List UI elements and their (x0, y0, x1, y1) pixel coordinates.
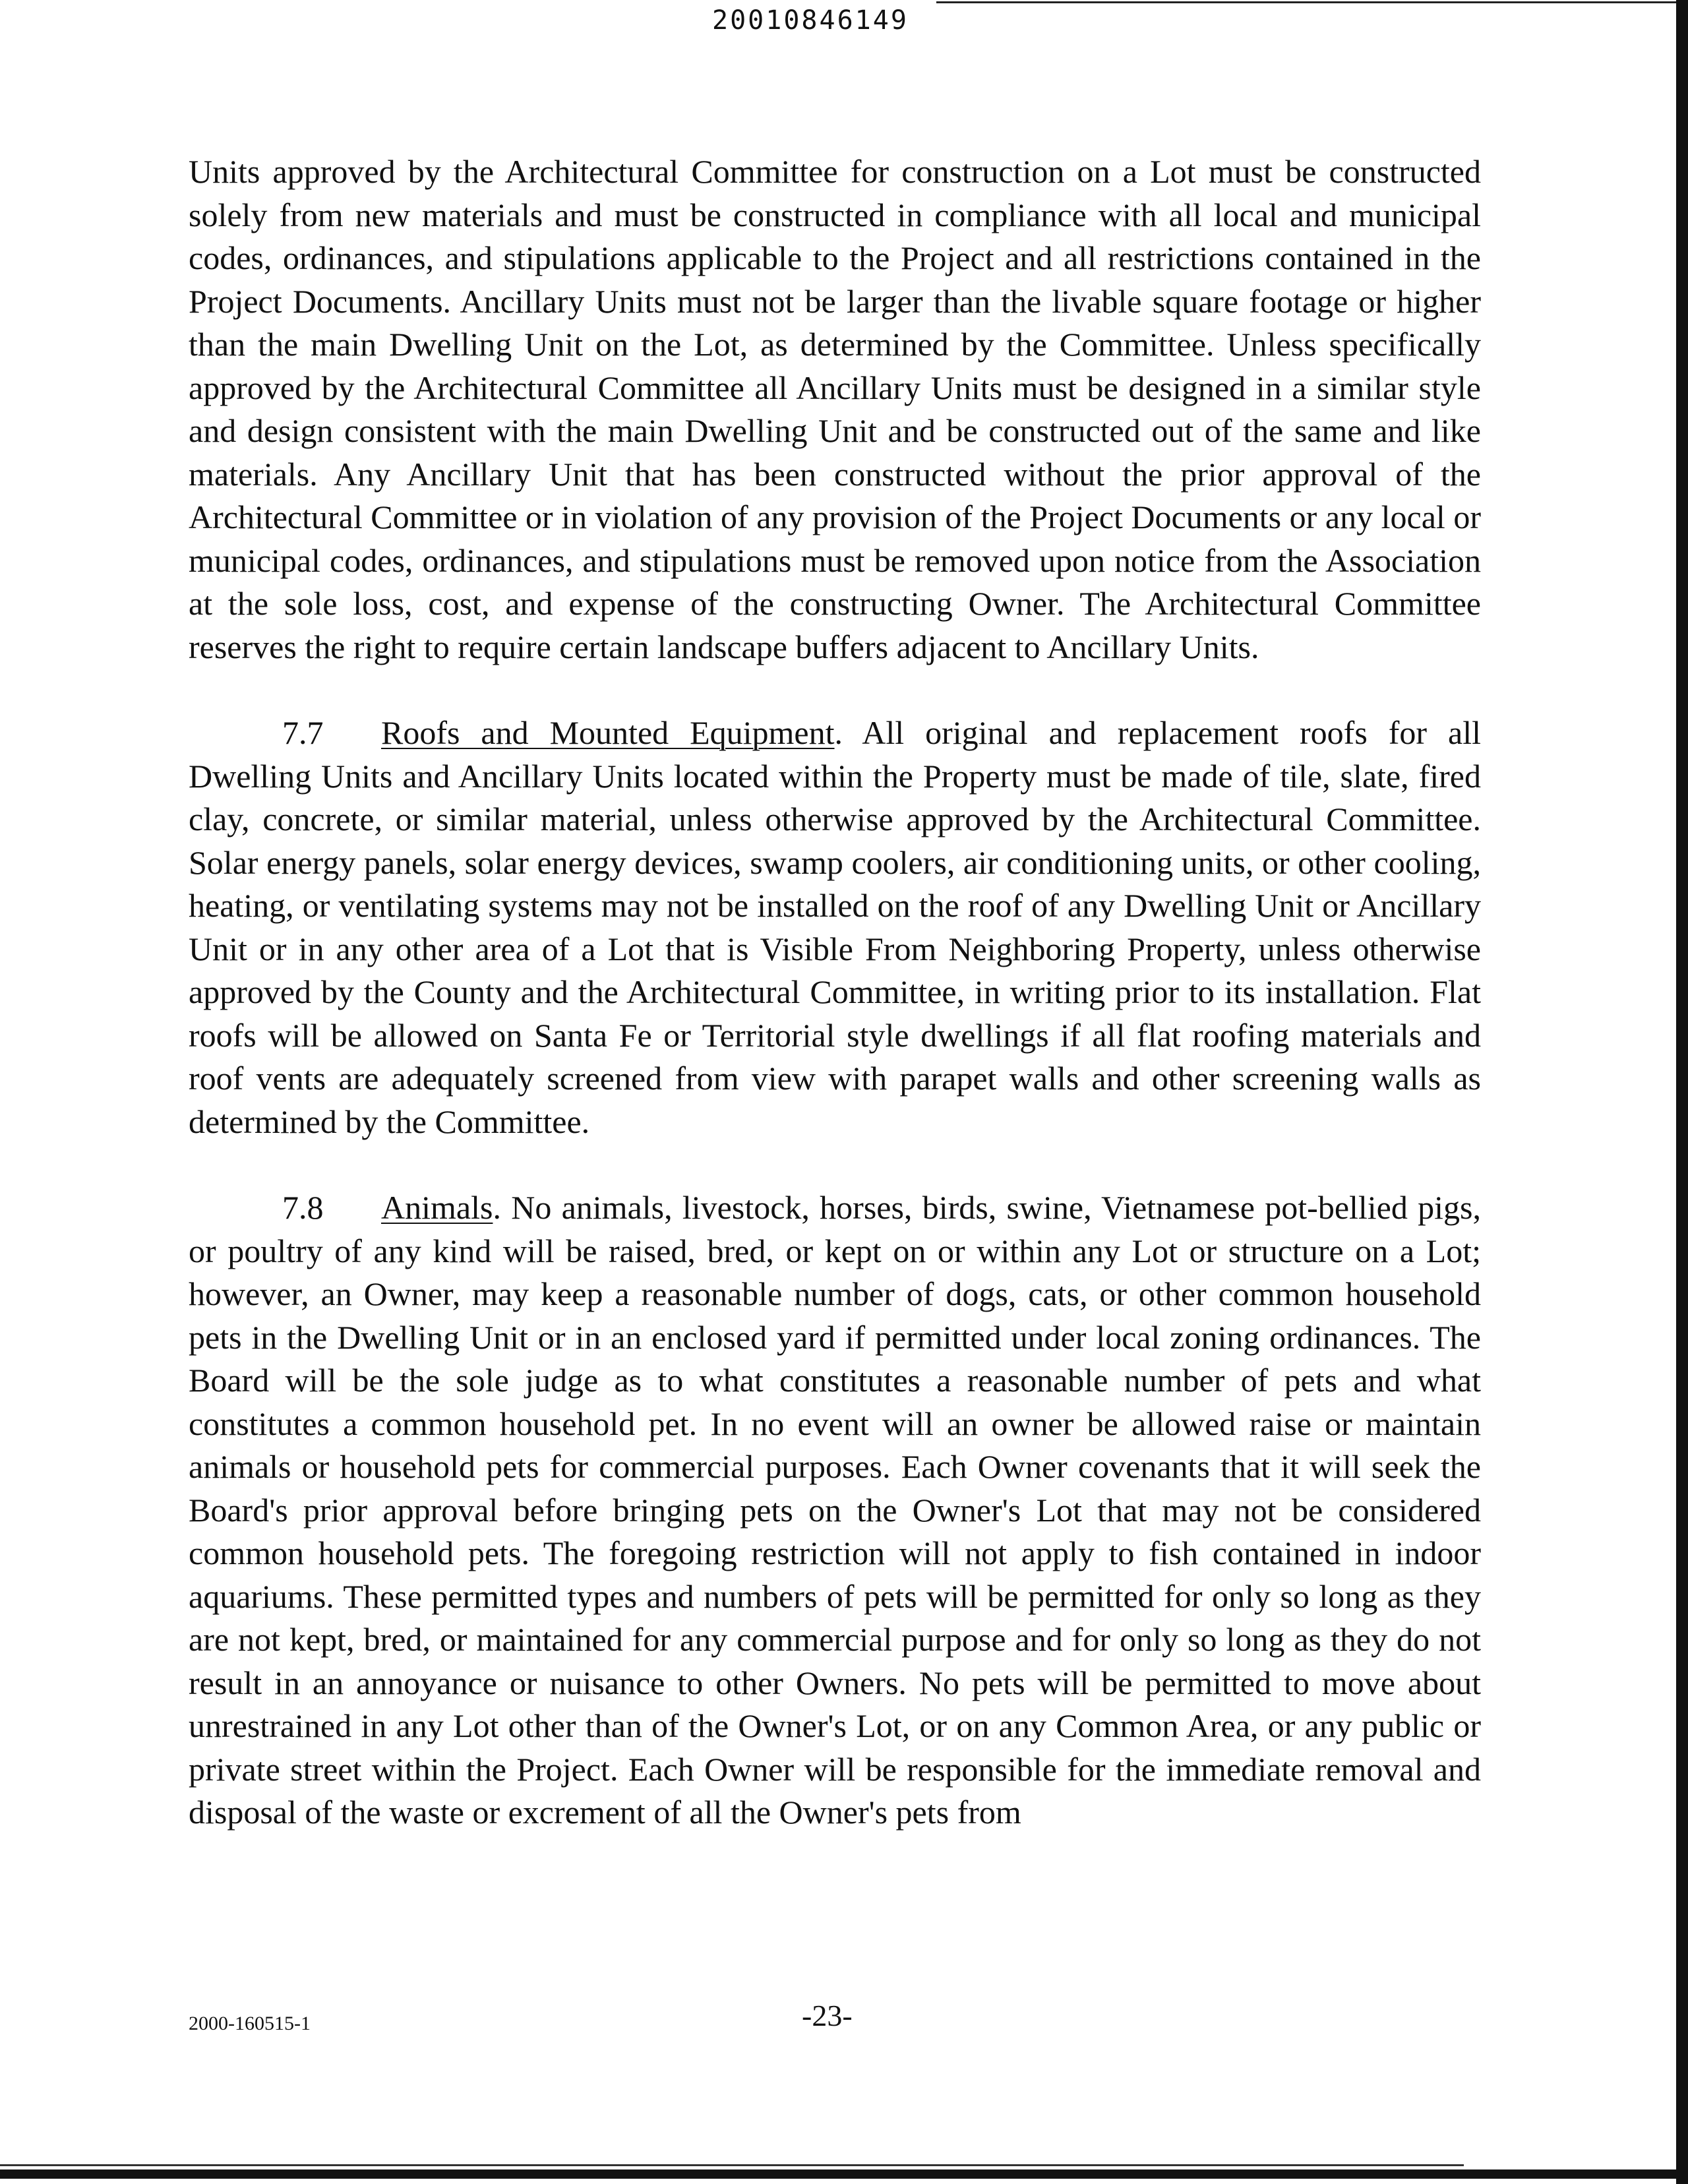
section-text: . No animals, livestock, horses, birds, swine, Vietnamese pot-bellied pigs, or poultry of any kind will be raised, bred, or kept on or within any Lot or structure on a Lot; however, an Owner, may keep a reasonable number of dogs, cats, or other common household pets in the Dwelling Unit or in an enclosed yard if permitted under local zoning ordinances. The Board will be the sole judge as to what constitutes a reasonable number of pets and what constitutes a common household pet. In no event will an owner be allowed raise or maintain animals or household pets for commercial purposes. Each Owner covenants that it will seek the Board's prior approval before bringing pets on the Owner's Lot that may not be considered common household pets. The foregoing restriction will not apply to fish contained in indoor aquariums. These permitted types and numbers of pets will be permitted for only so long as they are not kept, bred, or maintained for any commercial purpose and for only so long as they do not result in an annoyance or nuisance to other Owners. No pets will be permitted to move about unrestrained in any Lot other than of the Owner's Lot, or on any Common Area, or any public or private street within the Project. Each Owner will be responsible for the immediate removal and disposal of the waste or excrement of all the Owner's pets from (189, 1189, 1481, 1831)
section-7-7 (189, 712, 1481, 1143)
section-title: Animals (381, 1189, 493, 1226)
section-7-8 (189, 1186, 1481, 1835)
section-number: 7.8 (282, 1189, 324, 1226)
section-text: . All original and replacement roofs for all Dwelling Units and Ancillary Units located within the Property must be made of tile, slate, fired clay, concrete, or similar material, unless otherwise approved by the Architectural Committee. Solar energy panels, solar energy devices, swamp coolers, air conditioning units, or other cooling, heating, or ventilating systems may not be installed on the roof of any Dwelling Unit or Ancillary Unit or in any other area of a Lot that is Visible From Neighboring Property, unless otherwise approved by the County and the Architectural Committee, in writing prior to its installation. Flat roofs will be allowed on Santa Fe or Territorial style dwellings if all flat roofing materials and roof vents are adequately screened from view with parapet walls and other screening walls as determined by the Committee. (189, 714, 1481, 1140)
section-number: 7.7 (282, 714, 324, 751)
scan-bottom-thin-rule (0, 2164, 1464, 2166)
paragraph-ancillary-units: Units approved by the Architectural Committee for construction on a Lot must be constructed solely from new materials and must be constructed in compliance with all local and municipal codes, ordinances, and stipulations applicable to the Project and all restrictions contained in the Project Documents. Ancillary Units must not be larger than the livable square footage or higher than the main Dwelling Unit on the Lot, as determined by the Committee. Unless specifically approved by the Architectural Committee all Ancillary Units must be designed in a similar style and design consistent with the main Dwelling Unit and be constructed out of the same and like materials. Any Ancillary Unit that has been constructed without the prior approval of the Architectural Committee or in violation of any provision of the Project Documents or any local or municipal codes, ordinances, and stipulations must be removed upon notice from the Association at the sole loss, cost, and expense of the constructing Owner. The Architectural Committee reserves the right to require certain landscape buffers adjacent to Ancillary Units. (189, 153, 1481, 665)
document-body (189, 150, 1481, 1835)
footer-file-id: 2000-160515-1 (189, 2013, 311, 2034)
scan-right-edge (1676, 0, 1688, 2184)
scan-bottom-edge (0, 2169, 1688, 2179)
section-title: Roofs and Mounted Equipment (381, 714, 835, 751)
page-number: -23- (802, 1999, 853, 2032)
document-number: 20010846149 (712, 5, 909, 36)
scan-top-rule (936, 1, 1688, 3)
